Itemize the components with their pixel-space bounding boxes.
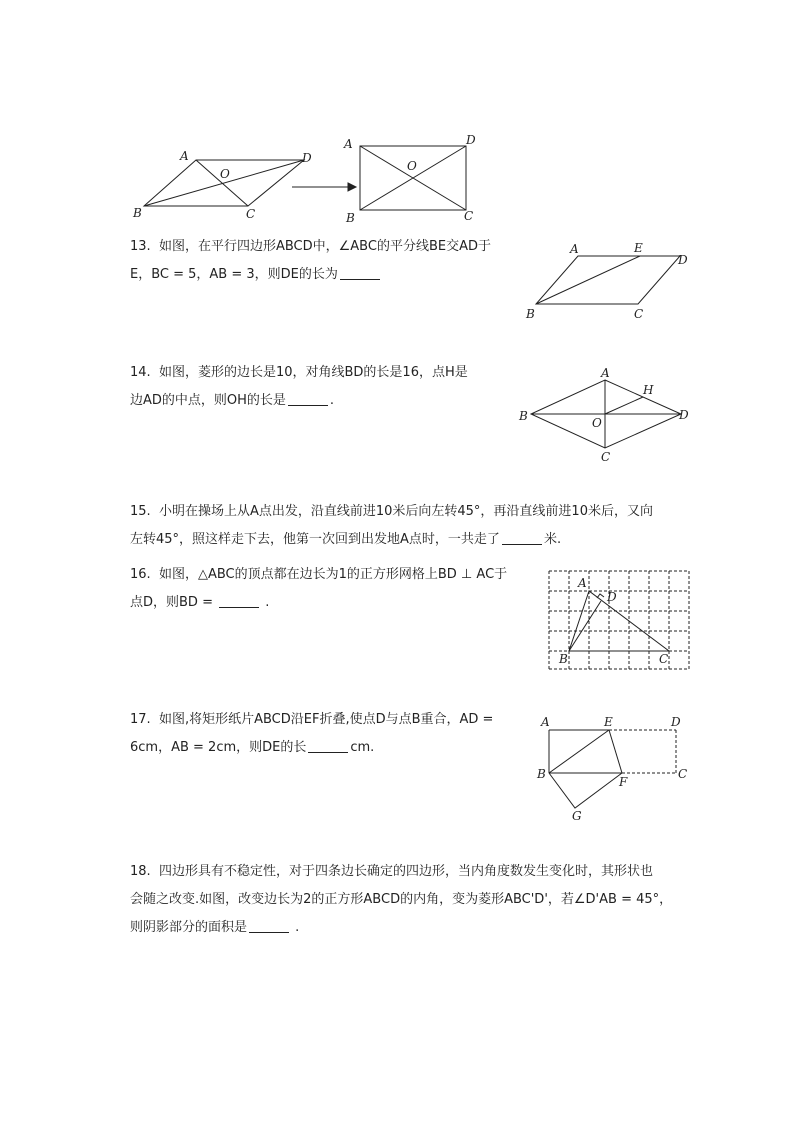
label-d: D: [302, 151, 312, 165]
question-17: [130, 706, 493, 762]
original-outline-dashed: [609, 730, 676, 773]
label-c: C: [601, 450, 611, 464]
q16-grid-figure: [545, 568, 695, 673]
label-c: C: [246, 207, 256, 221]
label-o: O: [407, 159, 417, 173]
segment-oh: [605, 397, 643, 414]
answer-blank[interactable]: [502, 530, 542, 545]
label-g: G: [572, 809, 582, 823]
label-b: B: [133, 206, 142, 220]
label-d: D: [607, 590, 617, 604]
question-text: 如图，菱形的边长是10，对角线BD的长是16，点H是: [158, 365, 468, 380]
label-e: E: [604, 715, 613, 729]
label-b: B: [537, 767, 546, 781]
label-b: B: [519, 409, 528, 423]
question-15: [130, 498, 653, 554]
label-o: O: [592, 416, 602, 430]
q13-parallelogram-figure: [520, 238, 700, 323]
question-text: 左转45°，照这样走下去，他第一次回到出发地A点时，一共走了: [130, 532, 500, 547]
answer-blank[interactable]: [340, 265, 380, 280]
label-h: H: [643, 383, 654, 397]
question-text-end: .: [265, 595, 270, 610]
label-b: B: [346, 211, 355, 225]
segment-be: [549, 730, 609, 773]
fold-line-ef: [609, 730, 622, 773]
question-number: 17.: [130, 712, 151, 727]
answer-blank[interactable]: [288, 391, 328, 406]
parallelogram-outline: [536, 256, 680, 304]
question-text-end: .: [295, 920, 300, 935]
folded-flap: [549, 773, 622, 808]
label-d: D: [466, 133, 476, 147]
triangle-abc: [569, 591, 669, 651]
top-rectangle-figure: [340, 130, 490, 230]
question-text: 会随之改变.如图，改变边长为2的正方形ABCD的内角，变为菱形ABC'D'，若∠D'AB = 45°，: [130, 892, 673, 907]
question-text: 四边形具有不稳定性，对于四条边长确定的四边形，当内角度数发生变化时，其形状也: [158, 864, 653, 879]
question-text-end: .: [329, 393, 335, 408]
question-text: 点D，则BD =: [130, 595, 213, 610]
label-o: O: [220, 167, 230, 181]
label-c: C: [464, 209, 474, 223]
right-angle-mark: [597, 594, 604, 598]
answer-blank[interactable]: [249, 918, 289, 933]
question-text: 如图,将矩形纸片ABCD沿EF折叠,使点D与点B重合，AD =: [158, 712, 494, 727]
label-a: A: [541, 715, 550, 729]
question-18: [130, 858, 672, 942]
question-number: 18.: [130, 864, 151, 879]
question-16: [130, 561, 507, 617]
label-b: B: [526, 307, 535, 321]
label-c: C: [634, 307, 644, 321]
label-a: A: [601, 366, 610, 380]
label-e: E: [634, 241, 643, 255]
label-a: A: [578, 576, 587, 590]
question-text: 如图，在平行四边形ABCD中，∠ABC的平分线BE交AD于: [158, 239, 491, 254]
label-a: A: [570, 242, 579, 256]
question-number: 14.: [130, 365, 151, 380]
segment-bd: [569, 601, 601, 651]
label-a: A: [344, 137, 353, 151]
question-text: 边AD的中点，则OH的长是: [130, 393, 286, 408]
question-number: 15.: [130, 504, 151, 519]
label-d: D: [671, 715, 681, 729]
label-d: D: [679, 408, 689, 422]
label-c: C: [678, 767, 688, 781]
q17-folding-figure: [535, 712, 705, 824]
label-c: C: [659, 652, 669, 666]
question-text: 6cm，AB = 2cm，则DE的长: [130, 740, 307, 755]
question-text: E，BC = 5，AB = 3，则DE的长为: [130, 267, 338, 282]
answer-blank[interactable]: [219, 593, 259, 608]
q14-rhombus-figure: [515, 362, 695, 467]
question-13: [130, 233, 491, 289]
question-text-end: cm.: [350, 740, 375, 755]
label-f: F: [619, 775, 628, 789]
question-number: 16.: [130, 567, 151, 582]
question-number: 13.: [130, 239, 151, 254]
question-14: [130, 359, 468, 415]
question-text: 则阴影部分的面积是: [130, 920, 248, 935]
label-b: B: [559, 652, 568, 666]
question-text: 小明在操场上从A点出发，沿直线前进10米后向左转45°，再沿直线前进10米后，又向: [158, 504, 653, 519]
question-text-end: 米.: [543, 532, 562, 547]
question-text: 如图，△ABC的顶点都在边长为1的正方形网格上BD ⊥ AC于: [158, 567, 508, 582]
answer-blank[interactable]: [308, 738, 348, 753]
label-a: A: [180, 149, 189, 163]
bisector-be: [536, 256, 640, 304]
label-d: D: [678, 253, 688, 267]
